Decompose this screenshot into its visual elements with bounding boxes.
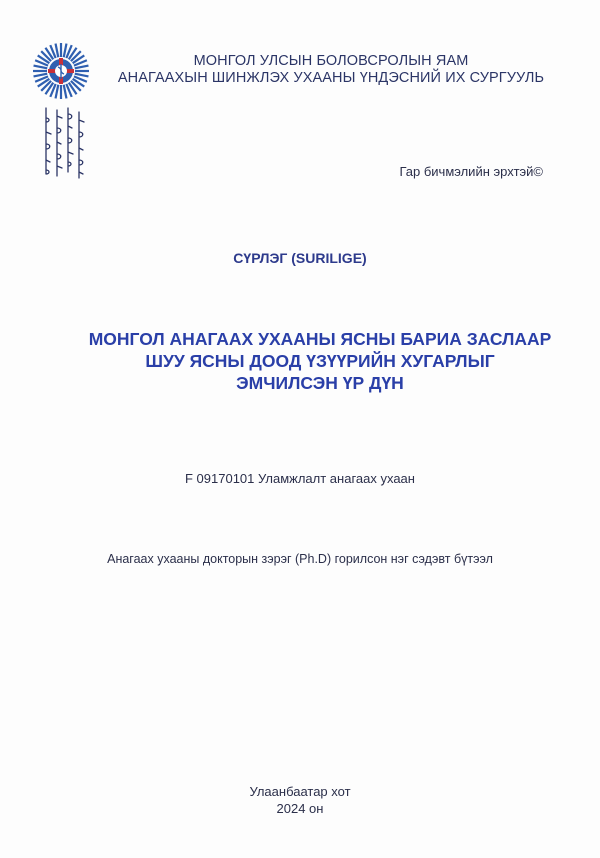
city: Улаанбаатар хот xyxy=(249,784,351,799)
mongolian-script-emblem-icon xyxy=(38,104,90,180)
university-name: АНАГААХЫН ШИНЖЛЭХ УХААНЫ ҮНДЭСНИЙ ИХ СУРГУУЛЬ xyxy=(117,70,545,86)
author-name: СҮРЛЭГ (SURILIGE) xyxy=(233,250,367,266)
dissertation-title xyxy=(20,328,600,394)
title-line: ШУУ ЯСНЫ ДООД ҮЗҮҮРИЙН ХУГАРЛЫГ xyxy=(145,351,495,371)
medical-university-logo-icon xyxy=(32,42,90,100)
logo-ray xyxy=(75,66,89,69)
logo-ray xyxy=(75,74,89,77)
institution-header xyxy=(96,53,566,87)
logo-ray xyxy=(56,44,59,58)
title-line: ЭМЧИЛСЭН ҮР ДҮН xyxy=(236,373,404,393)
logo-ray xyxy=(34,66,48,69)
logo-ray xyxy=(34,74,48,77)
ministry-name: МОНГОЛ УЛСЫН БОЛОВСРОЛЫН ЯАМ xyxy=(193,53,469,69)
copyright-note: Гар бичмэлийн эрхтэй© xyxy=(399,164,543,179)
logo-ray xyxy=(56,85,59,99)
specialty-code: F 09170101 Уламжлалт анагаах ухаан xyxy=(185,471,415,486)
logo-ray xyxy=(64,85,67,99)
degree-statement: Анагаах ухааны докторын зэрэг (Ph.D) горилсон нэг сэдэвт бүтээл xyxy=(107,552,493,566)
logo-ray xyxy=(64,44,67,58)
year: 2024 он xyxy=(276,801,324,816)
place-and-year xyxy=(0,783,600,817)
title-line: МОНГОЛ АНАГААХ УХААНЫ ЯСНЫ БАРИА ЗАСЛААР xyxy=(88,329,552,349)
